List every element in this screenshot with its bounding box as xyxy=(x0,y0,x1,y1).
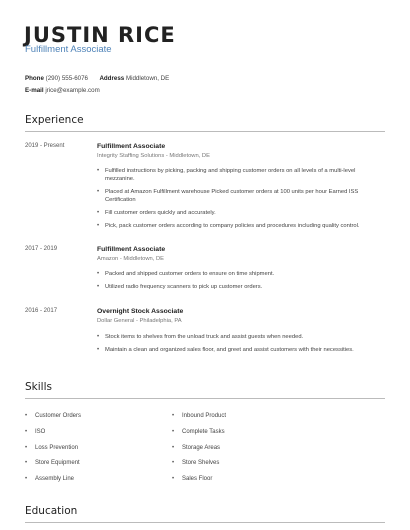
job-bullets xyxy=(97,333,385,359)
job-title: Fulfillment Associate xyxy=(25,44,112,55)
job-dates: 2017 - 2019 xyxy=(25,246,58,252)
skill-item: • Complete Tasks xyxy=(172,429,225,435)
phone-label: Phone xyxy=(25,75,44,82)
skill-item: • Sales Floor xyxy=(172,476,213,482)
job-bullet: • Stock items to shelves from the unload truck and assist guests when needed. xyxy=(97,333,385,341)
education-heading: Education xyxy=(25,505,78,517)
skill-item: • ISO xyxy=(25,429,46,435)
skill-item: • Loss Prevention xyxy=(25,445,79,451)
job-position: Overnight Stock Associate xyxy=(97,308,184,315)
skill-item: • Assembly Line xyxy=(25,476,75,482)
skills-divider xyxy=(25,398,385,399)
contact-line-2 xyxy=(25,87,100,94)
phone-value: (290) 555-6076 xyxy=(45,75,88,82)
job-dates: 2019 - Present xyxy=(25,143,65,149)
job-bullet: • Fill customer orders quickly and accurately. xyxy=(97,209,385,217)
address-label: Address xyxy=(99,75,125,82)
candidate-name: JUSTIN RICE xyxy=(24,23,176,47)
email-value[interactable]: jrice@example.com xyxy=(45,87,100,94)
job-bullet: • Fulfilled instructions by picking, packing and shipping customer orders on all levels of a multi-level mezzanine. xyxy=(97,167,385,183)
job-bullets xyxy=(97,270,385,296)
job-bullets xyxy=(97,167,385,235)
email-label: E-mail xyxy=(25,87,44,94)
job-dates: 2016 - 2017 xyxy=(25,308,58,314)
education-divider xyxy=(25,522,385,523)
job-company: Dollar General - Philadelphia, PA xyxy=(97,318,182,324)
job-bullet: • Maintain a clean and organized sales floor, and greet and assist customers with their necessities. xyxy=(97,346,385,354)
skill-item: • Inbound Product xyxy=(172,413,227,419)
skill-item: • Customer Orders xyxy=(25,413,82,419)
skill-item: • Store Equipment xyxy=(25,460,80,466)
address-value: Middletown, DE xyxy=(125,75,170,82)
contact-line-1 xyxy=(25,75,169,82)
skill-item: • Store Shelves xyxy=(172,460,220,466)
skills-heading: Skills xyxy=(25,381,52,393)
experience-divider xyxy=(25,131,385,132)
job-bullet: • Utilized radio frequency scanners to pick up customer orders. xyxy=(97,283,385,291)
job-position: Fulfillment Associate xyxy=(97,246,166,253)
job-bullet: • Packed and shipped customer orders to ensure on time shipment. xyxy=(97,270,385,278)
job-position: Fulfillment Associate xyxy=(97,143,166,150)
job-company: Amazon - Middletown, DE xyxy=(97,256,165,262)
job-bullet: • Pick, pack customer orders according to company policies and procedures including quality control. xyxy=(97,222,385,230)
skill-item: • Storage Areas xyxy=(172,445,221,451)
job-company: Integrity Staffing Solutions - Middletown, DE xyxy=(97,153,210,159)
job-bullet: • Placed at Amazon Fulfillment warehouse Picked customer orders at 100 units per hour Earned ISS Certification xyxy=(97,188,385,204)
experience-heading: Experience xyxy=(25,114,84,126)
